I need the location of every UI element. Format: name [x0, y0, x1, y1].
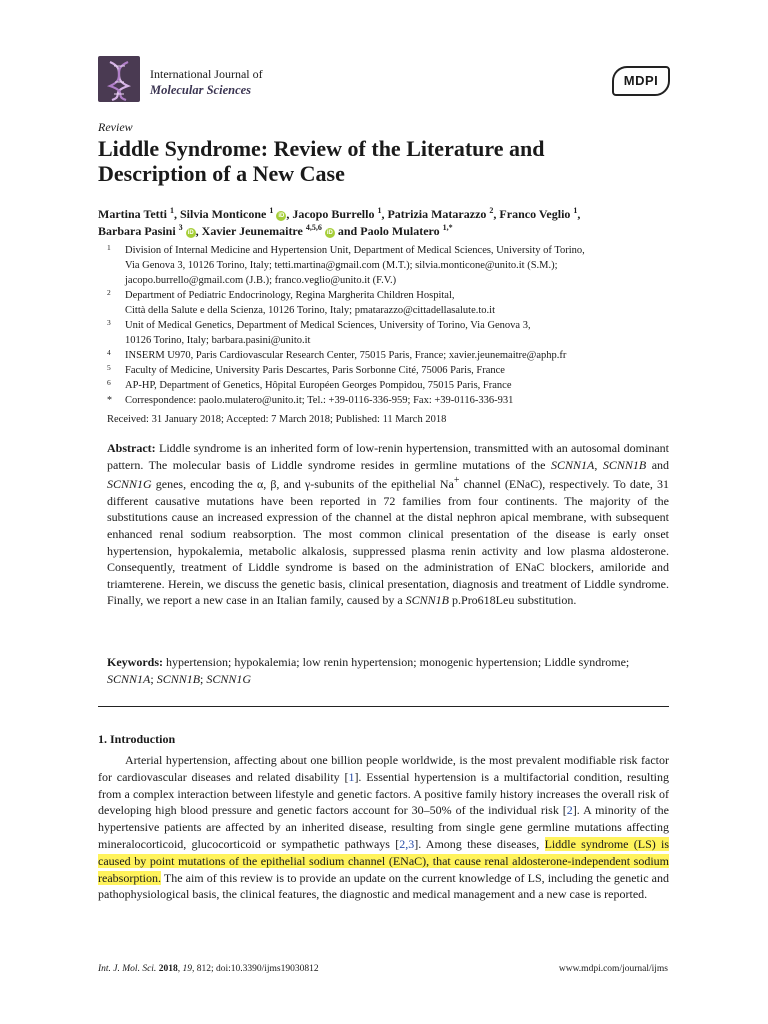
citation-link[interactable]: 2,3 [399, 836, 415, 851]
author-name: Martina Tetti [98, 207, 167, 221]
footer-doi: , 812; doi:10.3390/ijms19030812 [191, 964, 319, 974]
abstract-text: , [594, 457, 598, 472]
highlighted-text: Liddle syndrome (LS) is caused by point mutations of the epithelial sodium channel (ENaC), that cause renal aldosterone-independent sodium reabsorption. [98, 836, 670, 885]
abstract-label: Abstract: [107, 441, 156, 455]
author-name: Jacopo Burrello [292, 207, 375, 221]
author-affil-sup: 1 [170, 206, 174, 215]
author-affil-sup: 1 [377, 206, 382, 215]
affiliation-item [98, 243, 688, 288]
affiliation-item [98, 378, 688, 393]
body-text: ]. A minority of the hypertensive patients are affected by an inherited disease, resulting from single gene germline mutations affecting mineralocorticoid, glucocorticoid or sympathetic pathways [ [98, 803, 670, 851]
orcid-icon[interactable]: iD [187, 230, 194, 236]
affiliation-line: Department of Pediatric Endocrinology, Regina Margherita Children Hospital, [125, 290, 455, 301]
correspondence-marker: * [107, 395, 112, 406]
author-name: Franco Veglio [499, 207, 571, 221]
body-text: ]. Essential hypertension is a multifactorial condition, resulting from a complex interaction between lifestyle and genetic factors. A positive family history increases the overall risk of developing high blood pressure and genetic factors account for 30–50% of the individual risk [ [98, 769, 669, 818]
affiliation-number: 5 [107, 363, 111, 372]
authors-line1: Martina Tetti $^1$, Silvia Monticone $^1$ iD , Jacopo Burrello $^1$, Patrizia Matarazzo $^2$, Franco Veglio $^1$, [98, 206, 581, 221]
correspondence-line: Correspondence: paolo.mulatero@unito.it; Tel.: +39-0116-336-959; Fax: +39-0116-336-931 [125, 395, 514, 406]
body-text: Arterial hypertension, affecting about one billion people worldwide, is the most prevalent modifiable risk factor for cardiovascular diseases and related disability [ [98, 753, 669, 784]
abstract-text: genes, encoding the α, β, and γ-subunits of the epithelial Na [155, 477, 454, 492]
footer-citation: Int. J. Mol. Sci. 2018, 19, 812; doi:10.3390/ijms19030812 [98, 964, 319, 974]
affiliation-number: 1 [107, 243, 111, 252]
gene-name: SCNN1A [551, 457, 595, 472]
gene-name: SCNN1B [602, 457, 647, 472]
abstract-text: p.Pro618Leu substitution. [452, 593, 577, 608]
superscript: + [453, 475, 460, 487]
author-affil-sup: 1,* [442, 223, 453, 232]
title-line2: Description of a New Case [98, 161, 345, 186]
affiliation-item [98, 318, 688, 348]
author-affil-sup: 4,5,6 [305, 223, 322, 232]
affiliation-line: Faculty of Medicine, University Paris Descartes, Paris Sorbonne Cité, 75006 Paris, France [125, 365, 505, 376]
footer-journal-abbrev: Int. J. Mol. Sci. [98, 964, 157, 974]
keyword-gene: SCNN1A [107, 671, 151, 686]
author-name: Barbara Pasini [98, 224, 176, 238]
dna-helix-icon [98, 56, 140, 102]
title-line1: Liddle Syndrome: Review of the Literature and [98, 136, 545, 161]
author-affil-sup: 3 [178, 223, 183, 232]
footer-year: 2018 [158, 964, 178, 974]
affiliation-line: Unit of Medical Genetics, Department of Medical Sciences, University of Torino, Via Genova 3, [125, 320, 531, 331]
keyword-separator: ; [200, 671, 204, 686]
section-heading: 1. Introduction [98, 732, 176, 746]
author-name: Patrizia Matarazzo [387, 207, 487, 221]
affiliation-number: 6 [107, 378, 111, 387]
abstract [107, 440, 669, 609]
article-type: Review [98, 120, 133, 134]
affiliation-number: 3 [107, 318, 111, 327]
authors-line2: Barbara Pasini $^3$ iD , Xavier Jeunemaitre $^{4,5,6}$ iD and Paolo Mulatero $^{1,*}$ [98, 223, 453, 238]
citation-link[interactable]: 2 [566, 803, 573, 818]
author-affil-sup: 2 [489, 206, 494, 215]
abstract-text: and [651, 457, 670, 472]
journal-name [150, 66, 263, 98]
keywords-label: Keywords: [107, 655, 163, 669]
footer-volume: 19 [182, 964, 192, 974]
affiliation-item [98, 348, 688, 363]
footer-url[interactable]: www.mdpi.com/journal/ijms [558, 964, 668, 974]
orcid-icon[interactable]: iD [278, 213, 285, 219]
section-divider [98, 706, 669, 707]
correspondence [98, 393, 688, 408]
abstract-text: channel (ENaC), respectively. To date, 31 different causative mutations have been reported in 72 families from four continents. The majority of the substitutions cause an increased expression of the channel at the distal nephron apical membrane, with subsequent enhanced renal sodium reabsorption. The most common clinical presentation of the disease is early onset hypertension, hypokalemia, metabolic alkalosis, suppressed plasma renin activity and low plasma aldosterone. Consequently, treatment of Liddle syndrome is based on the administration of ENaC blockers, amiloride and triamterene. Herein, we discuss the genetic basis, clinical presentation, diagnosis and treatment of Liddle syndrome. Finally, we report a new case in an Italian family, caused by a [107, 477, 669, 608]
body-text: ]. Among these diseases, [414, 836, 540, 851]
keyword-gene: SCNN1B [156, 671, 201, 686]
keywords [107, 654, 669, 687]
affiliation-line: AP-HP, Department of Genetics, Hôpital Européen Georges Pompidou, 75015 Paris, France [125, 380, 512, 391]
gene-name: SCNN1G [107, 477, 152, 492]
publication-dates: Received: 31 January 2018; Accepted: 7 March 2018; Published: 11 March 2018 [107, 414, 447, 425]
keywords-text: hypertension; hypokalemia; low renin hypertension; monogenic hypertension; Liddle syndrome; [166, 655, 630, 669]
journal-line2: Molecular Sciences [150, 83, 252, 97]
affiliation-item [98, 288, 688, 318]
introduction-paragraph [98, 752, 669, 903]
author-affil-sup: 1 [269, 206, 274, 215]
keyword-separator: ; [150, 671, 154, 686]
keyword-gene: SCNN1G [206, 671, 252, 686]
affiliation-line: INSERM U970, Paris Cardiovascular Research Center, 75015 Paris, France; xavier.jeunemaitre@aphp.fr [125, 350, 567, 361]
journal-line1: International Journal of [150, 67, 263, 81]
affiliation-line: 10126 Torino, Italy; barbara.pasini@unito.it [125, 335, 311, 346]
author-name: Silvia Monticone [180, 207, 267, 221]
affiliation-number: 4 [107, 348, 111, 357]
affiliation-line: Città della Salute e della Scienza, 10126 Torino, Italy; pmatarazzo@cittadellasalute.to.it [125, 305, 495, 316]
abstract-text: Liddle syndrome is an inherited form of low-renin hypertension, transmitted with an autosomal dominant pattern. The molecular basis of Liddle syndrome resides in germline mutations of the [107, 441, 669, 472]
affiliation-line: jacopo.burrello@gmail.com (J.B.); franco.veglio@unito.it (F.V.) [125, 275, 397, 286]
affiliation-list [98, 243, 688, 408]
author-affil-sup: 1 [573, 206, 578, 215]
author-name: Paolo Mulatero [360, 224, 440, 238]
affiliation-line: Via Genova 3, 10126 Torino, Italy; tetti.martina@gmail.com (M.T.); silvia.monticone@unito.it (S.M.); [125, 260, 558, 271]
affiliation-line: Division of Internal Medicine and Hypertension Unit, Department of Medical Sciences, University of Torino, [125, 245, 585, 256]
citation-link[interactable]: 1 [348, 769, 355, 784]
affiliation-number: 2 [107, 288, 111, 297]
article-title [98, 136, 698, 186]
journal-logo [98, 56, 140, 102]
author-conjunction: and [337, 224, 358, 238]
body-text: The aim of this review is to provide an update on the current knowledge of LS, including the genetic and pathophysiological basis, the clinical features, the diagnostic and medical management and a new case is reported. [98, 870, 669, 902]
author-name: Xavier Jeunemaitre [201, 224, 303, 238]
orcid-icon[interactable]: iD [326, 230, 333, 236]
affiliation-item [98, 363, 688, 378]
mdpi-logo: MDPI [612, 66, 670, 96]
gene-name: SCNN1B [405, 593, 450, 608]
author-list [98, 206, 678, 240]
